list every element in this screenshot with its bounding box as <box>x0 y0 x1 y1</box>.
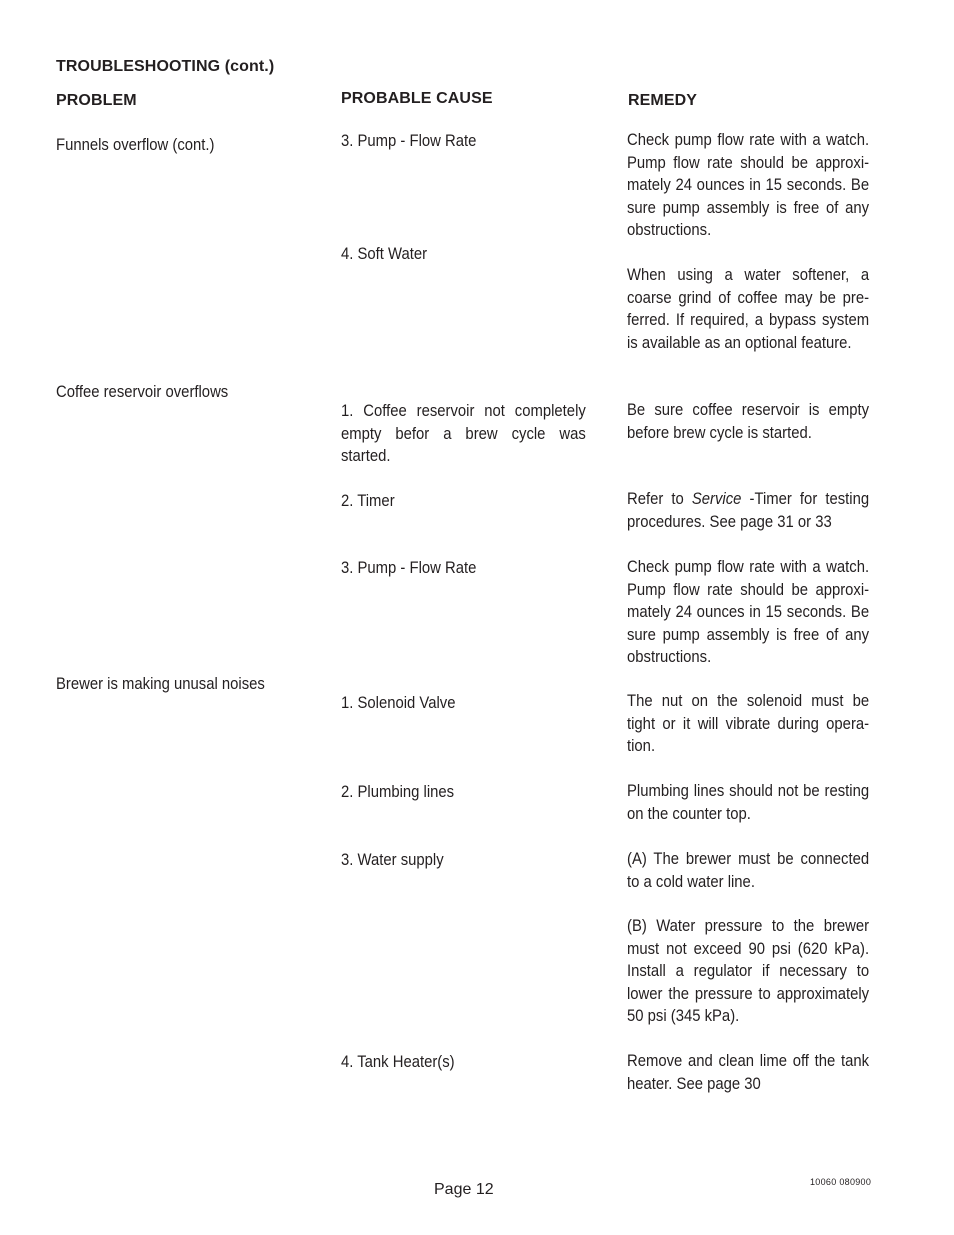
section-heading: TROUBLESHOOTING (cont.) <box>56 58 275 75</box>
remedy-item: Plumbing lines should not be resting on the counter top. <box>627 782 870 823</box>
problem-item: Funnels overflow (cont.) <box>56 136 215 154</box>
remedy-item: The nut on the solenoid must be tight or it will vibrate during operation. <box>627 692 870 756</box>
problem-item: Brewer is making unusal noises <box>56 675 265 693</box>
problem-item: Coffee reservoir overflows <box>56 383 229 401</box>
cause-item: 3. Pump - Flow Rate <box>341 559 477 577</box>
cause-item: 4. Tank Heater(s) <box>341 1053 455 1071</box>
column-header-remedy: REMEDY <box>628 92 698 109</box>
remedy-item: Check pump flow rate with a watch. Pump flow rate should be approximately 24 ounces in 15 seconds. Be sure pump assembly is free of any obstructions. <box>627 558 870 667</box>
page-number: Page 12 <box>434 1181 494 1198</box>
remedy-item <box>627 488 869 533</box>
remedy-text: -Timer for testing procedures. See page 31 or 33 <box>627 490 870 531</box>
remedy-emphasis: Service <box>691 490 742 508</box>
cause-item: 3. Pump - Flow Rate <box>341 132 477 150</box>
remedy-item: Be sure coffee reservoir is empty before brew cycle is started. <box>627 401 870 442</box>
cause-item: 2. Timer <box>341 492 395 510</box>
column-header-cause: PROBABLE CAUSE <box>341 90 493 107</box>
cause-item: 1. Solenoid Valve <box>341 694 456 712</box>
remedy-item: Check pump flow rate with a watch. Pump flow rate should be approximately 24 ounces in 15 seconds. Be sure pump assembly is free of any obstructions. <box>627 131 870 240</box>
cause-item: 2. Plumbing lines <box>341 783 455 801</box>
cause-item: 1. Coffee reservoir not completely empty befor a brew cycle was started. <box>341 402 586 466</box>
remedy-item: When using a water softener, a coarse grind of coffee may be preferred. If required, a bypass system is available as an optional feature. <box>627 266 870 352</box>
remedy-text: Refer to <box>627 490 692 508</box>
cause-item: 4. Soft Water <box>341 245 428 263</box>
cause-item: 3. Water supply <box>341 851 444 869</box>
remedy-item: (A) The brewer must be connected to a cold water line. <box>627 850 870 891</box>
remedy-item: Remove and clean lime off the tank heater. See page 30 <box>627 1052 870 1093</box>
column-header-problem: PROBLEM <box>56 92 137 109</box>
remedy-item: (B) Water pressure to the brewer must not exceed 90 psi (620 kPa). Install a regulator if necessary to lower the pressure to approximately 50 psi (345 kPa). <box>627 917 870 1026</box>
document-code: 10060 080900 <box>810 1177 872 1187</box>
